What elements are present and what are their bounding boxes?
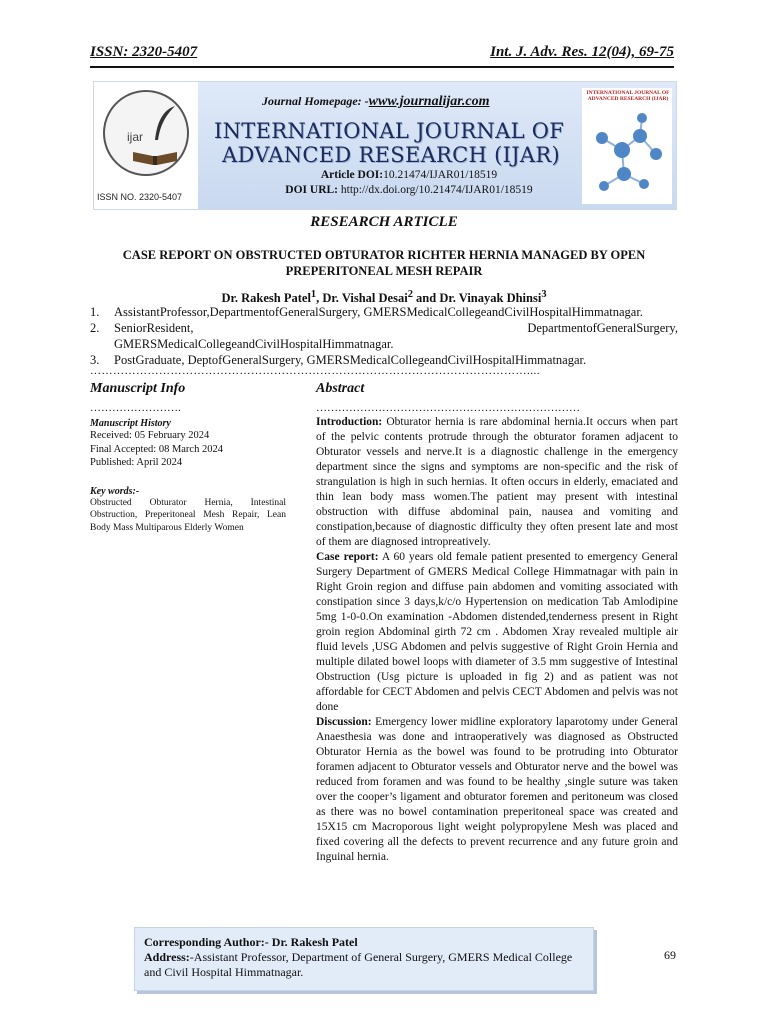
affiliation-number: 3. [90,353,100,367]
logo-text: ijar [127,130,144,144]
section-divider: …………………………………………………………………………………………………….... [90,365,540,377]
citation-text: Int. J. Adv. Res. 12(04), 69-75 [490,44,674,60]
journal-cover-image [582,88,672,204]
introduction-text: Obturator hernia is rare abdominal hernia.It occurs when part of the pelvic contents protrude through the obturator foramen adjacent to Obturator vessels and nerve.It is a diagnostic challenge in the emergency department since the signs and symptoms are non-specific and the risk of strangulation is high in such hernias. It often occurs in elderly, emaciated and thin lean body mass women.The patient may present with intestinal obstruction with diffuse abdominal pain, nausea and vomiting and constipation,because of diagnostic difficulty they often present late and most of them are diagnosed intropreatively. [316,416,678,548]
molecule-icon [582,88,672,204]
doi-url-label: DOI URL: [285,184,339,196]
abstract-discussion [316,715,678,865]
abstract-heading: Abstract [316,381,365,396]
author-separator: , [316,291,323,306]
journal-title [214,119,574,167]
left-divider: ……………………. [90,402,181,414]
discussion-label: Discussion: [316,716,372,728]
affiliation-text: DepartmentofGeneralSurgery, [527,321,678,335]
article-type: RESEARCH ARTICLE [310,214,458,230]
author-name: Dr. Rakesh Patel [221,291,311,306]
cover-title: INTERNATIONAL JOURNAL OF ADVANCED RESEARCH (IJAR) [586,90,670,102]
discussion-text: Emergency lower midline exploratory laparotomy under General Anaesthesia was done and intraoperatively was diagnosed as Obstructed Obturator Hernia as the bowel was found to be protruding into Obturator foramen adjacent to Obturator vessels and Obturator nerve and the bowel was reduced from foramen and was found to be healthy ,single suture was taken over the cooper’s ligament and obturator foremen and peritoneum was closed as there was no bowel contamination preperitoneal space was created and 15X15 cm Macroporous light weight polypropylene Mesh was placed and fixed covering all the defects to prevent recurrence and any future groin and Inguinal hernia. [316,716,678,863]
doi-label: Article DOI: [320,169,384,181]
affiliation-number: 1. [90,305,100,319]
homepage-label: Journal Homepage: - [262,94,369,108]
author-affil-sup: 1 [310,289,317,300]
affiliation-item [90,320,678,336]
received-date: Received: 05 February 2024 [90,430,210,441]
affiliation-text: AssistantProfessor,DepartmentofGeneralSurgery, GMERSMedicalCollegeandCivilHospitalHimmatnagar. [114,305,643,319]
abstract-case-report [316,550,678,715]
affiliation-text: GMERSMedicalCollegeandCivilHospitalHimmatnagar. [114,337,394,351]
doi-url-link[interactable]: http://dx.doi.org/10.21474/IJAR01/18519 [340,184,533,196]
journal-banner [93,81,677,210]
logo-seal [103,90,189,176]
affiliation-text: PostGraduate, DeptofGeneralSurgery, GMERSMedicalCollegeandCivilHospitalHimmatnagar. [114,353,587,367]
homepage-link[interactable]: www.journalijar.com [368,94,490,109]
affiliations [90,304,678,368]
accepted-date: Final Accepted: 08 March 2024 [90,443,223,455]
corresponding-author-label: Corresponding Author:- Dr. Rakesh Patel [144,935,358,949]
abstract-column [316,381,678,865]
affiliation-text: SeniorResident, [114,321,194,335]
doi-block [244,168,574,198]
corresponding-author-box [134,927,594,991]
manuscript-history-label: Manuscript History [90,418,171,429]
keywords-label: Key words:- [90,485,140,497]
book-icon [131,148,179,166]
journal-title-line1: INTERNATIONAL JOURNAL OF [214,119,565,143]
author-name: Dr. Vishal Desai [322,291,408,306]
address-text: -Assistant Professor, Department of General Surgery, GMERS Medical College and Civil Hospital Himmatnagar. [144,950,573,979]
keywords-text: Obstructed Obturator Hernia, Intestinal Obstruction, Preperitoneal Mesh Repair, Lean Body Mass Multiparous Elderly Women [90,497,286,533]
journal-logo [94,82,198,209]
case-report-label: Case report: [316,551,379,563]
manuscript-info-heading: Manuscript Info [90,381,186,396]
author-affil-sup: 3 [541,289,547,300]
author-name: Dr. Vinayak Dhinsi [439,291,542,306]
manuscript-info-column [90,381,286,534]
author-separator: and [412,291,440,306]
affiliation-number: 2. [90,321,100,335]
quill-icon [149,104,179,144]
logo-issn: ISSN NO. 2320-5407 [97,192,183,202]
running-header [90,44,674,68]
page-number: 69 [664,948,676,962]
published-date: Published: April 2024 [90,457,183,468]
address-label: Address: [144,950,190,964]
doi-value: 10.21474/IJAR01/18519 [383,169,498,181]
corresponding-address [144,950,586,980]
journal-title-line2: ADVANCED RESEARCH (IJAR) [222,143,560,167]
journal-homepage [262,94,490,110]
right-divider: ……………………………………………………………… [316,402,580,414]
paper-title: CASE REPORT ON OBSTRUCTED OBTURATOR RICHTER HERNIA MANAGED BY OPEN PREPERITONEAL MESH REPAIR [122,248,646,278]
introduction-label: Introduction: [316,416,383,428]
case-report-text: A 60 years old female patient presented to emergency General Surgery Department of GMERS Medical College Himmatnagar with pain in Right Groin region and diffuse pain abdomen and vomiting associated with constipation since 3 days,k/c/o Hypertension on medication Tab Amlodipine 5mg 1-0-0.On examination -Abdomen distended,tenderness present in Right groin region Abdominal girth 72 cm . Abdomen Xray revealed multiple air fluid levels ,USG Abdomen and pelvis suggestive of Right Groin Hernia and multiple dilated bowel loops with diameter of 3.5 mm suggestive of Intestinal Obstruction (Usg picture is uploaded in fig 2) and as patient was not affordable for CECT Abdomen and pelvis CECT Abdomen and pelvis was not done [316,551,678,713]
issn-text: ISSN: 2320-5407 [90,44,198,60]
author-affil-sup: 2 [407,289,413,300]
affiliation-item [90,304,678,320]
abstract-introduction [316,415,678,550]
